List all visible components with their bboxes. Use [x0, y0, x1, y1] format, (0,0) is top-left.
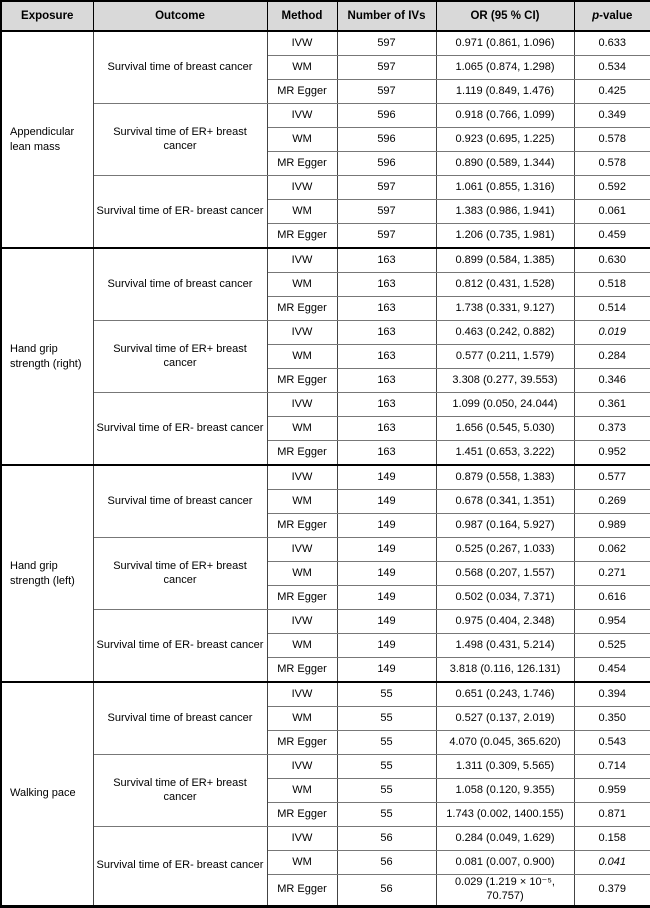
cell-or-ci: 0.923 (0.695, 1.225)	[436, 128, 574, 152]
cell-p-value: 0.349	[574, 104, 650, 128]
cell-p-value: 0.454	[574, 658, 650, 683]
cell-p-value: 0.616	[574, 586, 650, 610]
cell-number-of-ivs: 163	[337, 369, 436, 393]
table-row	[1, 393, 650, 417]
cell-or-ci: 0.527 (0.137, 2.019)	[436, 707, 574, 731]
header-exposure: Exposure	[1, 1, 93, 31]
cell-method: WM	[267, 200, 337, 224]
table-row	[1, 321, 650, 345]
cell-number-of-ivs: 163	[337, 345, 436, 369]
cell-or-ci: 0.463 (0.242, 0.882)	[436, 321, 574, 345]
cell-or-ci: 3.308 (0.277, 39.553)	[436, 369, 574, 393]
cell-or-ci: 0.651 (0.243, 1.746)	[436, 682, 574, 707]
cell-p-value: 0.525	[574, 634, 650, 658]
cell-p-value: 0.425	[574, 80, 650, 104]
cell-p-value: 0.361	[574, 393, 650, 417]
cell-method: MR Egger	[267, 731, 337, 755]
cell-p-value: 0.350	[574, 707, 650, 731]
cell-p-value: 0.714	[574, 755, 650, 779]
cell-p-value: 0.373	[574, 417, 650, 441]
cell-number-of-ivs: 163	[337, 321, 436, 345]
cell-method: WM	[267, 707, 337, 731]
cell-outcome: Survival time of breast cancer	[93, 31, 267, 104]
cell-number-of-ivs: 597	[337, 200, 436, 224]
cell-method: MR Egger	[267, 586, 337, 610]
cell-p-value: 0.871	[574, 803, 650, 827]
cell-or-ci: 0.525 (0.267, 1.033)	[436, 538, 574, 562]
cell-outcome: Survival time of ER- breast cancer	[93, 176, 267, 249]
cell-or-ci: 3.818 (0.116, 126.131)	[436, 658, 574, 683]
cell-method: MR Egger	[267, 658, 337, 683]
cell-method: IVW	[267, 465, 337, 490]
cell-exposure: Appendicular lean mass	[1, 31, 93, 248]
cell-number-of-ivs: 149	[337, 490, 436, 514]
cell-or-ci: 1.065 (0.874, 1.298)	[436, 56, 574, 80]
cell-number-of-ivs: 596	[337, 104, 436, 128]
cell-number-of-ivs: 597	[337, 176, 436, 200]
cell-method: WM	[267, 562, 337, 586]
cell-p-value: 0.534	[574, 56, 650, 80]
cell-p-value: 0.630	[574, 248, 650, 273]
table-row	[1, 682, 650, 707]
cell-method: WM	[267, 490, 337, 514]
cell-or-ci: 0.502 (0.034, 7.371)	[436, 586, 574, 610]
cell-or-ci: 1.311 (0.309, 5.565)	[436, 755, 574, 779]
table-row	[1, 104, 650, 128]
header-p-value	[574, 1, 650, 31]
cell-method: WM	[267, 851, 337, 875]
cell-p-value: 0.518	[574, 273, 650, 297]
cell-or-ci: 0.987 (0.164, 5.927)	[436, 514, 574, 538]
cell-or-ci: 0.284 (0.049, 1.629)	[436, 827, 574, 851]
cell-exposure: Walking pace	[1, 682, 93, 906]
cell-method: MR Egger	[267, 297, 337, 321]
cell-p-value: 0.061	[574, 200, 650, 224]
table-row	[1, 755, 650, 779]
cell-number-of-ivs: 55	[337, 731, 436, 755]
cell-number-of-ivs: 597	[337, 224, 436, 249]
cell-number-of-ivs: 596	[337, 152, 436, 176]
cell-method: WM	[267, 634, 337, 658]
cell-number-of-ivs: 163	[337, 273, 436, 297]
cell-method: IVW	[267, 321, 337, 345]
cell-p-value: 0.459	[574, 224, 650, 249]
cell-or-ci: 0.879 (0.558, 1.383)	[436, 465, 574, 490]
cell-or-ci: 0.971 (0.861, 1.096)	[436, 31, 574, 56]
header-p-italic: p	[592, 10, 600, 22]
cell-number-of-ivs: 55	[337, 803, 436, 827]
cell-method: WM	[267, 128, 337, 152]
cell-or-ci: 1.743 (0.002, 1400.155)	[436, 803, 574, 827]
table-row	[1, 248, 650, 273]
cell-method: IVW	[267, 827, 337, 851]
cell-method: IVW	[267, 755, 337, 779]
cell-or-ci: 1.498 (0.431, 5.214)	[436, 634, 574, 658]
cell-number-of-ivs: 55	[337, 707, 436, 731]
cell-or-ci: 1.119 (0.849, 1.476)	[436, 80, 574, 104]
cell-p-value: 0.271	[574, 562, 650, 586]
header-method: Method	[267, 1, 337, 31]
cell-number-of-ivs: 149	[337, 465, 436, 490]
cell-number-of-ivs: 149	[337, 514, 436, 538]
cell-p-value: 0.952	[574, 441, 650, 466]
cell-method: MR Egger	[267, 441, 337, 466]
cell-p-value: 0.158	[574, 827, 650, 851]
cell-method: MR Egger	[267, 875, 337, 907]
cell-outcome: Survival time of ER+ breast cancer	[93, 104, 267, 176]
cell-outcome: Survival time of ER+ breast cancer	[93, 755, 267, 827]
cell-or-ci: 1.206 (0.735, 1.981)	[436, 224, 574, 249]
cell-number-of-ivs: 56	[337, 851, 436, 875]
table-row	[1, 610, 650, 634]
cell-method: IVW	[267, 248, 337, 273]
cell-or-ci: 0.812 (0.431, 1.528)	[436, 273, 574, 297]
cell-number-of-ivs: 163	[337, 441, 436, 466]
cell-outcome: Survival time of breast cancer	[93, 465, 267, 538]
header-p-suffix: -value	[599, 10, 633, 22]
cell-method: IVW	[267, 682, 337, 707]
cell-or-ci: 0.568 (0.207, 1.557)	[436, 562, 574, 586]
cell-p-value: 0.394	[574, 682, 650, 707]
cell-method: WM	[267, 273, 337, 297]
cell-outcome: Survival time of ER+ breast cancer	[93, 321, 267, 393]
cell-outcome: Survival time of ER+ breast cancer	[93, 538, 267, 610]
cell-number-of-ivs: 149	[337, 610, 436, 634]
header-row	[1, 1, 650, 31]
cell-outcome: Survival time of ER- breast cancer	[93, 610, 267, 683]
cell-or-ci: 1.058 (0.120, 9.355)	[436, 779, 574, 803]
cell-number-of-ivs: 163	[337, 417, 436, 441]
table-row	[1, 176, 650, 200]
cell-method: MR Egger	[267, 80, 337, 104]
cell-or-ci: 0.029 (1.219 × 10⁻⁵, 70.757)	[436, 875, 574, 907]
cell-or-ci: 1.061 (0.855, 1.316)	[436, 176, 574, 200]
cell-method: IVW	[267, 31, 337, 56]
cell-or-ci: 1.656 (0.545, 5.030)	[436, 417, 574, 441]
cell-outcome: Survival time of breast cancer	[93, 682, 267, 755]
cell-p-value: 0.269	[574, 490, 650, 514]
cell-number-of-ivs: 149	[337, 634, 436, 658]
cell-method: IVW	[267, 176, 337, 200]
cell-outcome: Survival time of ER- breast cancer	[93, 827, 267, 907]
cell-p-value: 0.284	[574, 345, 650, 369]
cell-number-of-ivs: 55	[337, 755, 436, 779]
table-row	[1, 31, 650, 56]
cell-exposure: Hand grip strength (right)	[1, 248, 93, 465]
cell-p-value: 0.633	[574, 31, 650, 56]
cell-number-of-ivs: 55	[337, 682, 436, 707]
cell-method: IVW	[267, 393, 337, 417]
cell-number-of-ivs: 163	[337, 297, 436, 321]
cell-method: IVW	[267, 104, 337, 128]
cell-or-ci: 0.081 (0.007, 0.900)	[436, 851, 574, 875]
cell-p-value: 0.346	[574, 369, 650, 393]
cell-outcome: Survival time of ER- breast cancer	[93, 393, 267, 466]
cell-outcome: Survival time of breast cancer	[93, 248, 267, 321]
cell-number-of-ivs: 163	[337, 393, 436, 417]
cell-or-ci: 0.577 (0.211, 1.579)	[436, 345, 574, 369]
cell-number-of-ivs: 149	[337, 562, 436, 586]
cell-p-value: 0.577	[574, 465, 650, 490]
cell-method: WM	[267, 345, 337, 369]
cell-p-value: 0.379	[574, 875, 650, 907]
cell-p-value: 0.989	[574, 514, 650, 538]
cell-number-of-ivs: 597	[337, 56, 436, 80]
header-outcome: Outcome	[93, 1, 267, 31]
cell-or-ci: 1.451 (0.653, 3.222)	[436, 441, 574, 466]
cell-or-ci: 0.918 (0.766, 1.099)	[436, 104, 574, 128]
cell-or-ci: 4.070 (0.045, 365.620)	[436, 731, 574, 755]
cell-method: MR Egger	[267, 369, 337, 393]
cell-or-ci: 0.890 (0.589, 1.344)	[436, 152, 574, 176]
cell-or-ci: 1.738 (0.331, 9.127)	[436, 297, 574, 321]
cell-exposure: Hand grip strength (left)	[1, 465, 93, 682]
cell-p-value: 0.578	[574, 128, 650, 152]
cell-method: MR Egger	[267, 803, 337, 827]
table-row	[1, 827, 650, 851]
cell-number-of-ivs: 597	[337, 31, 436, 56]
table-row	[1, 465, 650, 490]
cell-method: MR Egger	[267, 514, 337, 538]
cell-or-ci: 0.899 (0.584, 1.385)	[436, 248, 574, 273]
cell-or-ci: 1.099 (0.050, 24.044)	[436, 393, 574, 417]
cell-method: WM	[267, 417, 337, 441]
cell-p-value: 0.578	[574, 152, 650, 176]
table-body	[1, 31, 650, 906]
cell-number-of-ivs: 55	[337, 779, 436, 803]
cell-or-ci: 0.678 (0.341, 1.351)	[436, 490, 574, 514]
cell-p-value: 0.062	[574, 538, 650, 562]
cell-number-of-ivs: 597	[337, 80, 436, 104]
cell-or-ci: 0.975 (0.404, 2.348)	[436, 610, 574, 634]
table-row	[1, 538, 650, 562]
cell-p-value: 0.959	[574, 779, 650, 803]
cell-p-value: 0.019	[574, 321, 650, 345]
cell-p-value: 0.041	[574, 851, 650, 875]
cell-p-value: 0.514	[574, 297, 650, 321]
cell-p-value: 0.543	[574, 731, 650, 755]
cell-number-of-ivs: 56	[337, 875, 436, 907]
cell-or-ci: 1.383 (0.986, 1.941)	[436, 200, 574, 224]
cell-p-value: 0.592	[574, 176, 650, 200]
cell-method: MR Egger	[267, 224, 337, 249]
cell-method: IVW	[267, 610, 337, 634]
cell-method: IVW	[267, 538, 337, 562]
cell-number-of-ivs: 149	[337, 658, 436, 683]
cell-method: WM	[267, 56, 337, 80]
header-or-ci: OR (95 % CI)	[436, 1, 574, 31]
cell-number-of-ivs: 596	[337, 128, 436, 152]
cell-number-of-ivs: 163	[337, 248, 436, 273]
cell-number-of-ivs: 56	[337, 827, 436, 851]
cell-method: MR Egger	[267, 152, 337, 176]
cell-number-of-ivs: 149	[337, 586, 436, 610]
cell-number-of-ivs: 149	[337, 538, 436, 562]
cell-p-value: 0.954	[574, 610, 650, 634]
header-number-of-ivs: Number of IVs	[337, 1, 436, 31]
cell-method: WM	[267, 779, 337, 803]
